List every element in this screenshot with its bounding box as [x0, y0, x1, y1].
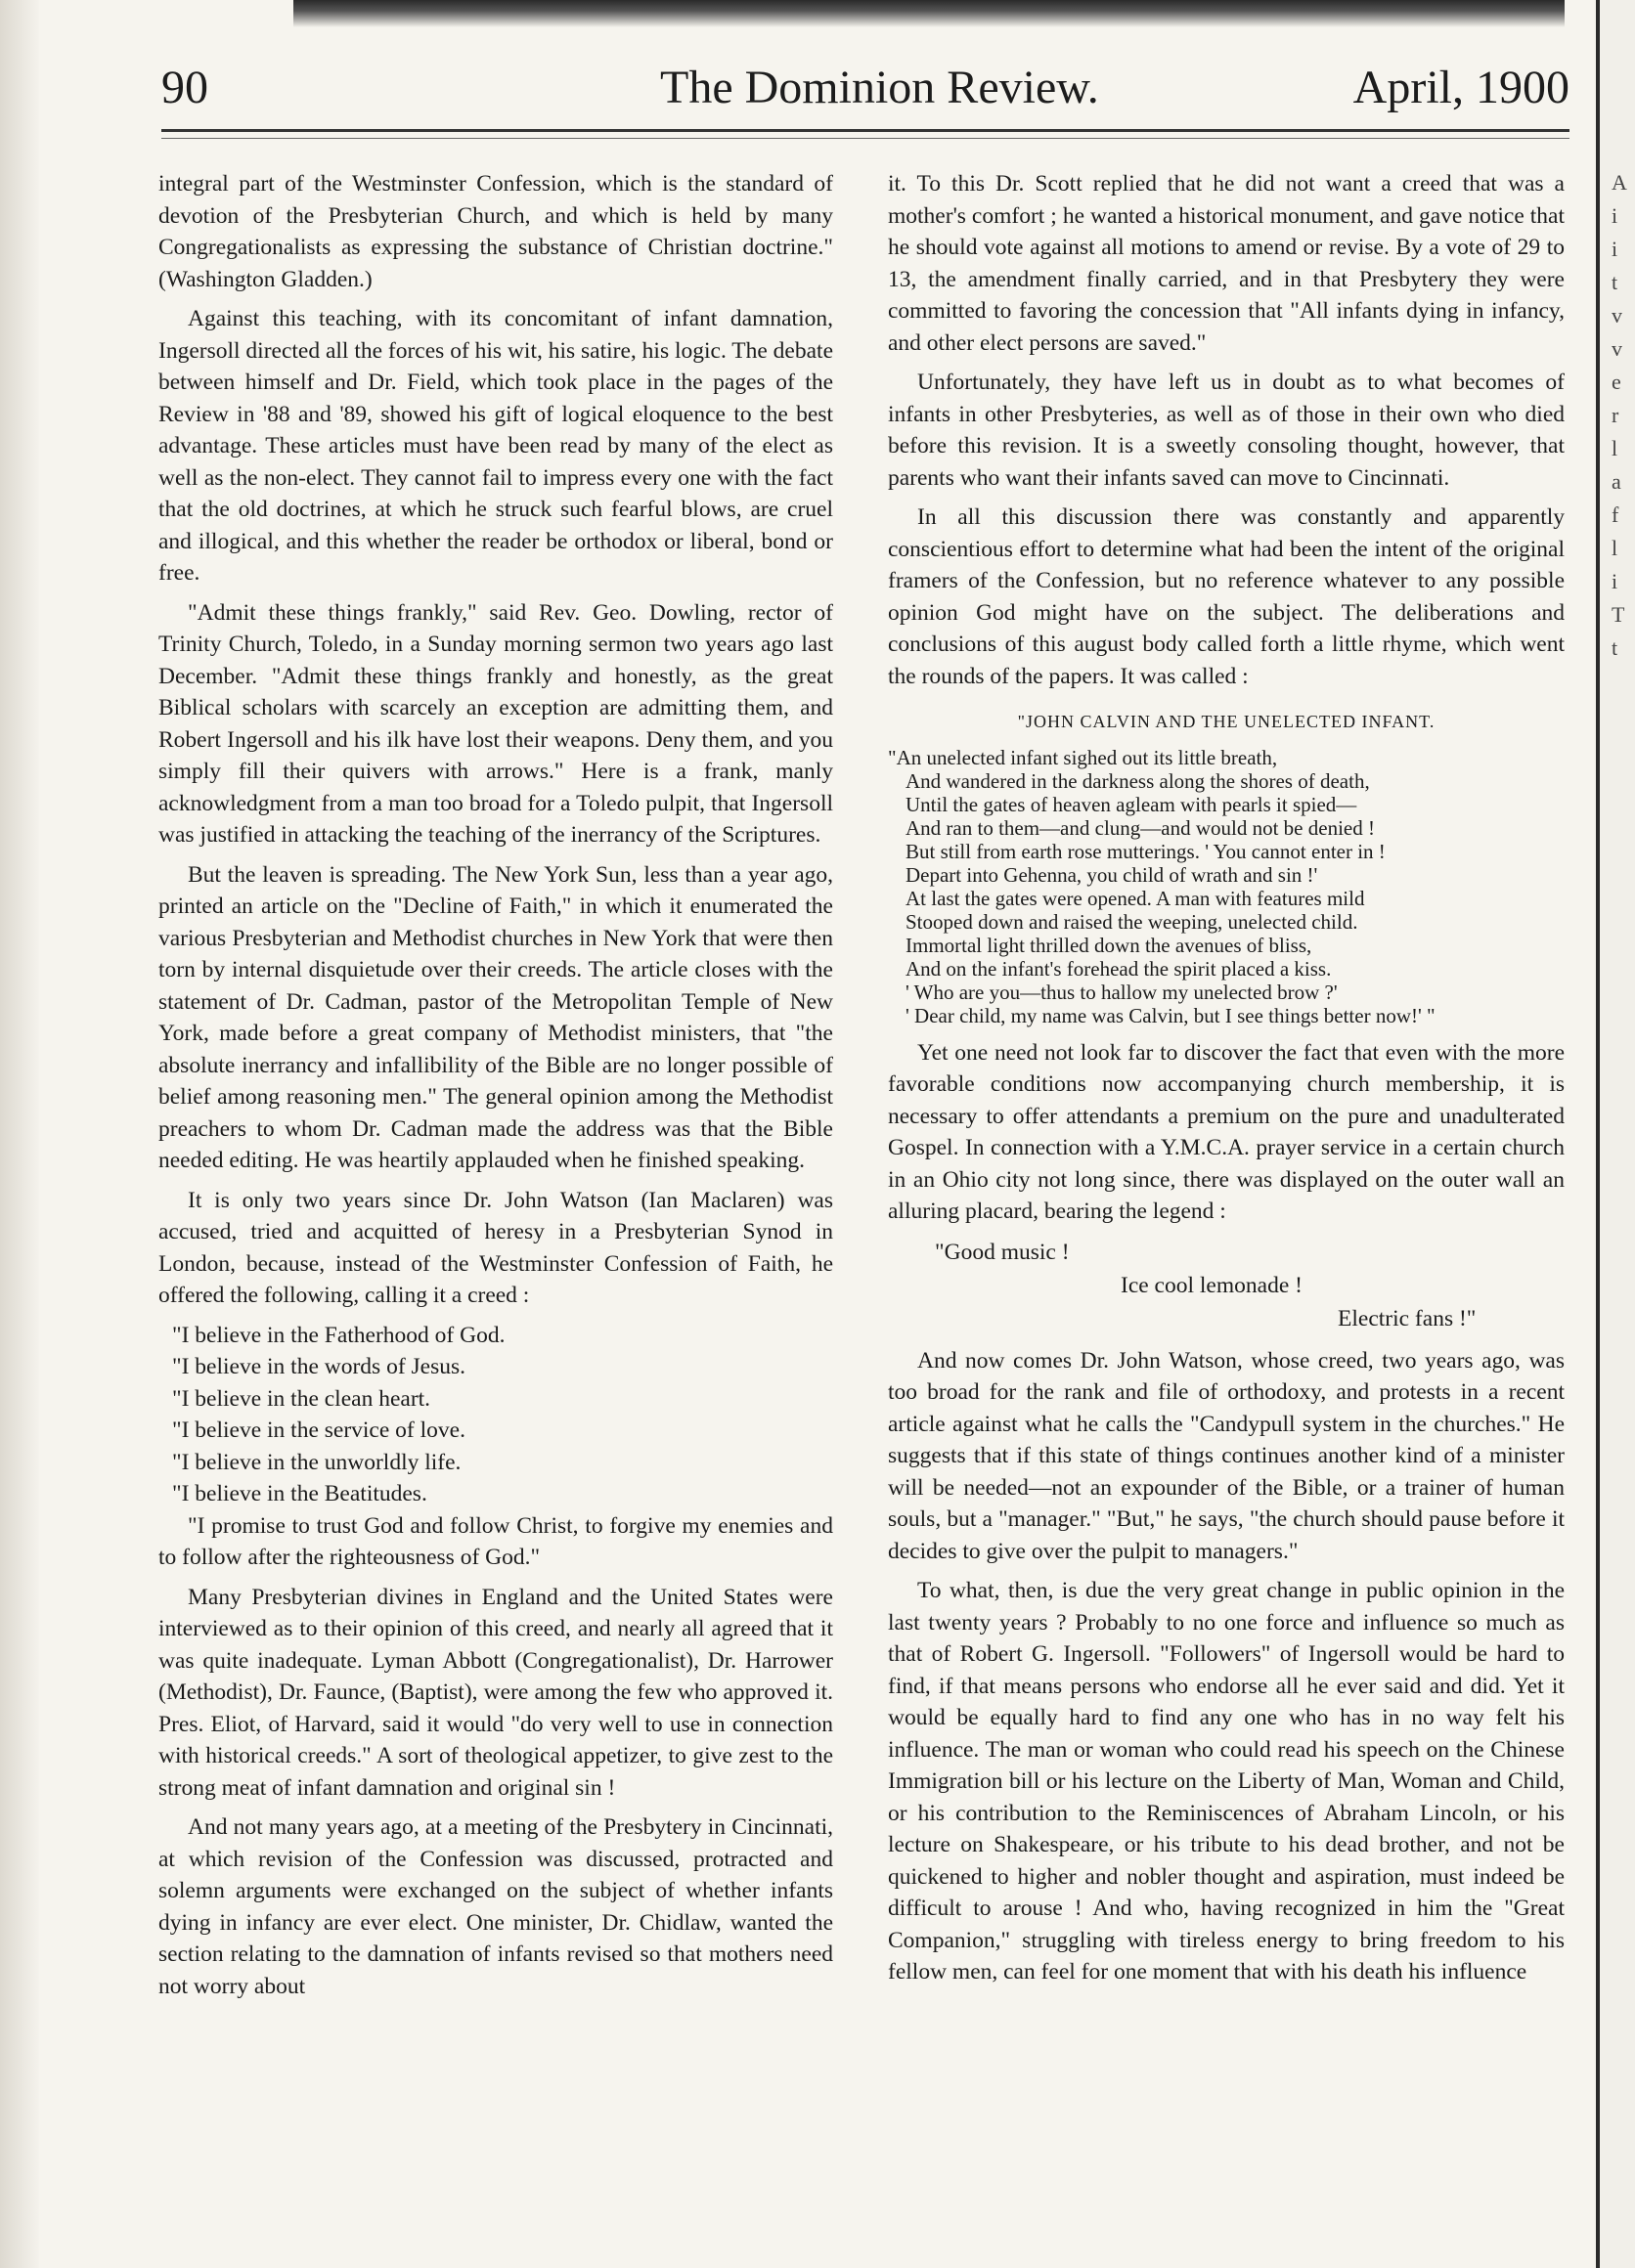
poem-line: And ran to them—and clung—and would not be denied ! [906, 815, 1375, 840]
poem [888, 746, 1565, 1027]
poem-line: But still from earth rose mutterings. ' You cannot enter in ! [906, 839, 1386, 863]
creed-line: "I believe in the service of love. [172, 1418, 465, 1443]
facing-page-letter: i [1612, 203, 1618, 228]
poem-line: Stooped down and raised the weeping, unelected child. [906, 909, 1358, 934]
creed-line: "I believe in the words of Jesus. [172, 1354, 466, 1379]
paragraph: It is only two years since Dr. John Watson (Ian Maclaren) was accused, tried and acquitted of heresy in a Presbyterian Synod in London, because, instead of the Westminster Confession of Faith, he offered the following, calling it a creed : [158, 1187, 833, 1308]
facing-page-letter: r [1612, 403, 1619, 427]
creed-line: "I believe in the Beatitudes. [172, 1481, 427, 1506]
paragraph: To what, then, is due the very great change in public opinion in the last twenty years ? Probably to no one force and influence so much as that of Robert G. Ingersoll. "Followers" of Ingersoll would be hard to find, if that means persons who endorse all he ever said and did. Yet it would be equally hard to find any one who has in no way felt his influence. The man or woman who could read his speech on the Chinese Immigration bill or his lecture on the Liberty of Man, Woman and Child, or his contribution to the Reminiscences of Abraham Lincoln, or his lecture on Shakespeare, or his tribute to his dead brother, and not be quickened to higher and nobler thought and aspiration, must indeed be difficult to arouse ! And who, having recognized in him the "Great Companion," struggling with tireless energy to bring freedom to his fellow men, can feel for one moment that with his death his influence [888, 1578, 1565, 1984]
page-number: 90 [161, 62, 208, 113]
facing-page-letter: f [1612, 502, 1619, 527]
creed-line: "I believe in the Fatherhood of God. [172, 1322, 506, 1348]
poem-line: Depart into Gehenna, you child of wrath and sin !' [906, 862, 1318, 887]
facing-page-letter: i [1612, 237, 1618, 261]
poem-title: "JOHN CALVIN AND THE UNELECTED INFANT. [1017, 712, 1436, 731]
poem-line: And on the infant's forehead the spirit placed a kiss. [906, 956, 1332, 981]
poem-line: "An unelected infant sighed out its little breath, [888, 745, 1278, 769]
facing-page-letter: v [1612, 336, 1622, 361]
paragraph: In all this discussion there was constantly and apparently conscientious effort to determine what had been the intent of the original framers of the Confession, but no reference whatever to any possible opinion God might have on the subject. The deliberations and conclusions of this august body called forth a little rhyme, which went the rounds of the papers. It was called : [888, 504, 1565, 689]
facing-page-letter: l [1612, 536, 1618, 560]
creed-list [158, 1320, 833, 1510]
facing-page-letters [1612, 166, 1631, 665]
facing-page-letter: t [1612, 635, 1618, 660]
facing-page-letter: a [1612, 469, 1621, 494]
poem-line: At last the gates were opened. A man with features mild [906, 886, 1365, 910]
placard-line: "Good music ! [935, 1239, 1070, 1265]
facing-page-letter: i [1612, 569, 1618, 593]
page-gutter [0, 0, 39, 2268]
paragraph: Many Presbyterian divines in England and the United States were interviewed as to their opinion of this creed, and nearly all agreed that it was quite inadequate. Lyman Abbott (Congregationalist), Dr. Harrower (Methodist), Dr. Faunce, (Baptist), were among the few who approved it. Pres. Eliot, of Harvard, said it would "do very well to use in connection with historical creeds." A sort of theological appetizer, to give zest to the strong meat of infant damnation and original sin ! [158, 1584, 833, 1801]
running-header [161, 61, 1569, 129]
header-rule-thin [161, 138, 1569, 139]
placard-line: Ice cool lemonade ! [1121, 1272, 1303, 1298]
scan-shadow [293, 0, 1565, 27]
placard-legend [888, 1236, 1565, 1335]
poem-line: ' Who are you—thus to hallow my unelected brow ?' [906, 980, 1338, 1004]
facing-page-letter: A [1612, 170, 1627, 195]
poem-line: ' Dear child, my name was Calvin, but I see things better now!' " [906, 1003, 1436, 1027]
facing-page-letter: e [1612, 370, 1621, 394]
issue-date: April, 1900 [1352, 62, 1569, 113]
right-column [888, 168, 1565, 1996]
facing-page-letter: T [1612, 602, 1625, 627]
facing-page-letter: l [1612, 436, 1618, 460]
paragraph: Unfortunately, they have left us in doubt as to what becomes of infants in other Presbyteries, as well as of those in their own who died before this revision. It is a sweetly consoling thought, however, that parents who want their infants saved can move to Cincinnati. [888, 370, 1565, 491]
paragraph: But the leaven is spreading. The New York Sun, less than a year ago, printed an article on the "Decline of Faith," in which it enumerated the various Presbyterian and Methodist churches in New York that were then torn by internal disquietude over their creeds. The article closes with the statement of Dr. Cadman, pastor of the Metropolitan Temple of New York, made before a great company of Methodist ministers, that "the absolute inerrancy and infallibility of the Bible are no longer possible of belief among reasoning men." The general opinion among the Methodist preachers to whom Dr. Cadman made the address was that the Bible needed editing. He was heartily applauded when he finished speaking. [158, 861, 833, 1173]
journal-title: The Dominion Review. [660, 62, 1099, 113]
paragraph: "I promise to trust God and follow Christ, to forgive my enemies and to follow after the righteousness of God." [158, 1512, 833, 1570]
creed-line: "I believe in the clean heart. [172, 1385, 431, 1412]
paragraph: it. To this Dr. Scott replied that he did not want a creed that was a mother's comfort ; he wanted a historical monument, and gave notice that he should vote against all motions to amend or revise. By a vote of 29 to 13, the amendment finally carried, and in that Presbytery they were committed to favoring the concession that "All infants dying in infancy, and other elect persons are saved." [888, 171, 1565, 356]
paragraph: integral part of the Westminster Confession, which is the standard of devotion of the Presbyterian Church, and which is held by many Congregationalists as expressing the substance of Christian doctrine." (Washington Gladden.) [158, 171, 833, 292]
header-rule-thick [161, 129, 1569, 132]
paragraph: And now comes Dr. John Watson, whose creed, two years ago, was too broad for the rank and file of orthodoxy, and protests in a recent article against what he calls the "Candypull system in the churches." He suggests that if this state of things continues another kind of a minister will be needed—not an expounder of the Bible, or a trainer of human souls, but a "manager." "But," he says, "the church should pause before it decides to give over the pulpit to managers." [888, 1347, 1565, 1564]
placard-line: Electric fans !" [1338, 1305, 1477, 1331]
paragraph: And not many years ago, at a meeting of the Presbytery in Cincinnati, at which revision of the Confession was discussed, protracted and solemn arguments were exchanged on the subject of whether infants dying in infancy are ever elect. One minister, Dr. Chidlaw, wanted the section relating to the damnation of infants revised so that mothers need not worry about [158, 1814, 833, 1999]
paragraph: Yet one need not look far to discover the fact that even with the more favorable conditions now accompanying church membership, it is necessary to offer attendants a premium on the pure and unadulterated Gospel. In connection with a Y.M.C.A. prayer service in a certain church in an Ohio city not long since, there was displayed on the outer wall an alluring placard, bearing the legend : [888, 1039, 1565, 1224]
paragraph: Against this teaching, with its concomitant of infant damnation, Ingersoll directed all the forces of his wit, his satire, his logic. The debate between himself and Dr. Field, which took place in the pages of the Review in '88 and '89, showed his gift of logical eloquence to the best advantage. These articles must have been read by many of the elect as well as the non-elect. They cannot fail to impress every one with the fact that the old doctrines, at which he struck such fearful blows, are cruel and illogical, and this whether the reader be orthodox or liberal, bond or free. [158, 306, 834, 586]
poem-line: And wandered in the darkness along the shores of death, [906, 768, 1370, 793]
creed-line: "I believe in the unworldly life. [172, 1449, 462, 1475]
facing-page-letter: v [1612, 303, 1622, 327]
poem-line: Until the gates of heaven agleam with pearls it spied— [906, 792, 1357, 816]
facing-page-letter: t [1612, 270, 1618, 294]
left-column [158, 168, 833, 2010]
paragraph: "Admit these things frankly," said Rev. Geo. Dowling, rector of Trinity Church, Toledo, in a Sunday morning sermon two years ago last December. "Admit these things frankly and honestly, as the great Biblical scholars with scarcely an exception are admitting them, and Robert Ingersoll and his ilk have lost their weapons. Deny them, and you simply fill their quivers with arrows." Here is a frank, manly acknowledgment from a man too broad for a Toledo pulpit, that Ingersoll was justified in attacking the teaching of the inerrancy of the Scriptures. [158, 599, 833, 848]
poem-line: Immortal light thrilled down the avenues of bliss, [906, 933, 1312, 957]
